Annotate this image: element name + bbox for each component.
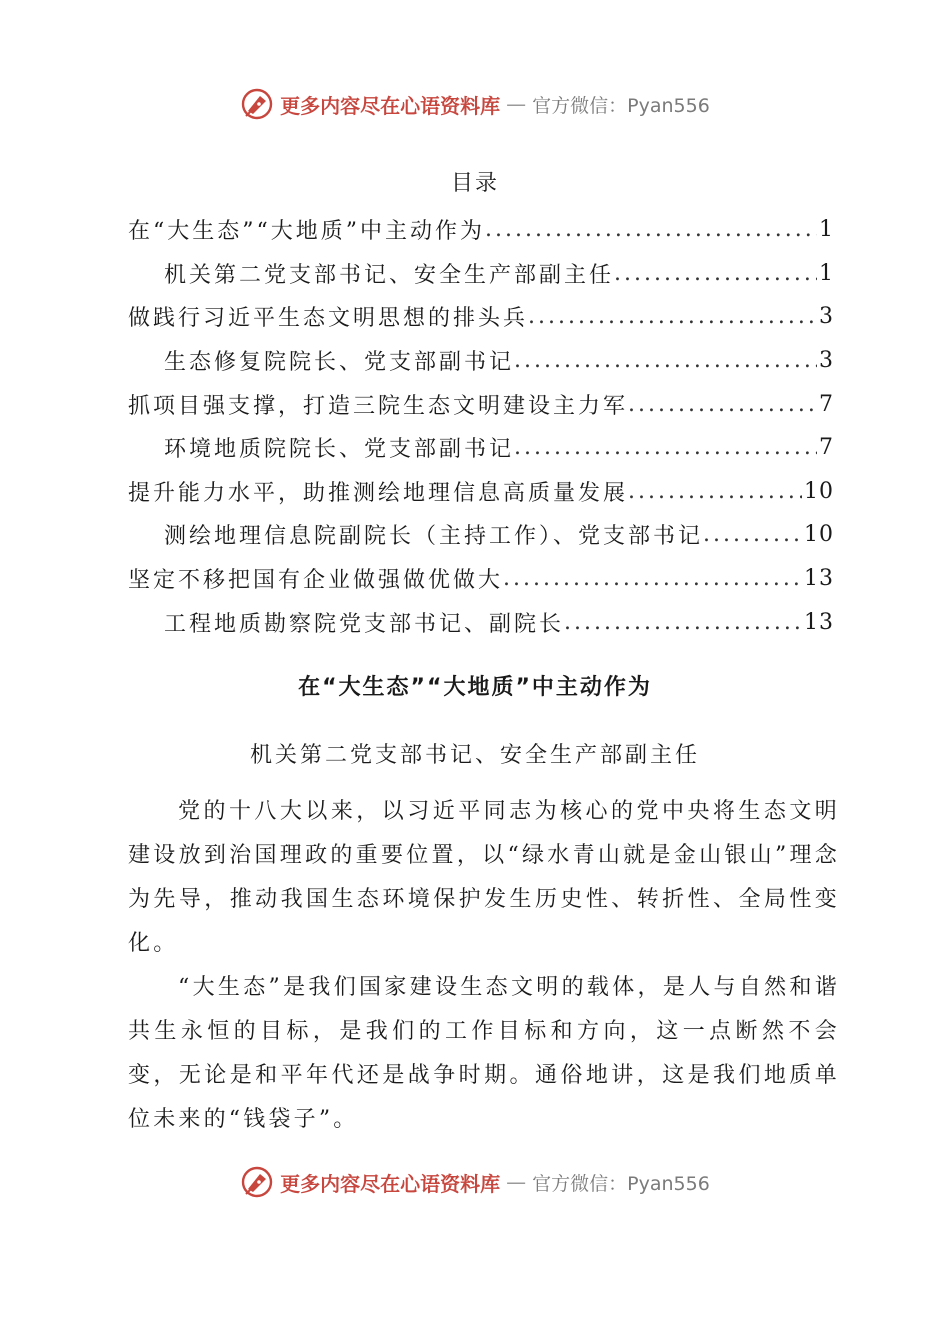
toc-leader-dots bbox=[514, 348, 817, 373]
toc-leader-dots bbox=[614, 261, 817, 286]
toc-entry[interactable] bbox=[128, 382, 834, 426]
toc-leader-dots bbox=[503, 566, 802, 591]
article-body bbox=[128, 790, 840, 1142]
toc-entry-text: 提升能力水平，助推测绘地理信息高质量发展 bbox=[128, 480, 629, 506]
toc-leader-dots bbox=[703, 522, 802, 547]
toc-entry[interactable] bbox=[128, 470, 834, 514]
header-banner bbox=[0, 84, 950, 124]
toc-entry-page: 1 bbox=[819, 260, 834, 286]
banner-wechat: 官方微信：Pyan556 bbox=[532, 1172, 710, 1195]
banner-text: 更多内容尽在心语资料库 bbox=[280, 93, 501, 118]
toc-entry[interactable] bbox=[128, 339, 834, 383]
toc-leader-dots bbox=[628, 479, 802, 504]
toc-leader-dots bbox=[628, 392, 817, 417]
toc-entry-text: 工程地质勘察院党支部书记、副院长 bbox=[164, 611, 565, 637]
toc-leader-dots bbox=[528, 304, 817, 329]
article-title: 在“大生态”“大地质”中主动作为 bbox=[298, 675, 652, 700]
banner-text: 更多内容尽在心语资料库 bbox=[280, 1171, 501, 1196]
toc-entry[interactable] bbox=[128, 295, 834, 339]
pen-nib-logo-icon bbox=[240, 87, 274, 121]
toc-entry-text: 测绘地理信息院副院长（主持工作）、党支部书记 bbox=[164, 524, 704, 550]
toc-entry-page: 3 bbox=[819, 348, 834, 374]
toc-entry-page: 3 bbox=[819, 304, 834, 330]
footer-banner bbox=[0, 1162, 950, 1202]
toc-entry-text: 机关第二党支部书记、安全生产部副主任 bbox=[164, 262, 615, 288]
toc-entry-page: 7 bbox=[819, 391, 834, 417]
toc-entry-text: 做践行习近平生态文明思想的排头兵 bbox=[128, 306, 529, 332]
toc-entry[interactable] bbox=[128, 513, 834, 557]
body-paragraph: 党的十八大以来，以习近平同志为核心的党中央将生态文明建设放到治国理政的重要位置，以“绿水青山就是金山银山”理念为先导，推动我国生态环境保护发生历史性、转折性、全局性变化。 bbox=[128, 799, 840, 956]
banner-separator: — bbox=[506, 1170, 527, 1194]
banner-separator: — bbox=[506, 92, 527, 116]
toc-entry-page: 13 bbox=[804, 609, 834, 635]
toc-entry[interactable] bbox=[128, 600, 834, 644]
article-author: 机关第二党支部书记、安全生产部副主任 bbox=[249, 743, 700, 768]
toc-entry-text: 环境地质院院长、党支部副书记 bbox=[164, 437, 515, 463]
pen-nib-logo-icon bbox=[240, 1165, 274, 1199]
toc-entry-page: 1 bbox=[819, 217, 834, 243]
body-paragraph: “大生态”是我们国家建设生态文明的载体，是人与自然和谐共生永恒的目标，是我们的工作目标和方向，这一点断然不会变，无论是和平年代还是战争时期。通俗地讲，这是我们地质单位未来的“钱袋子”。 bbox=[128, 975, 840, 1132]
toc-entry[interactable] bbox=[128, 557, 834, 601]
table-of-contents bbox=[128, 208, 834, 644]
toc-entry-text: 抓项目强支撑，打造三院生态文明建设主力军 bbox=[128, 393, 629, 419]
toc-leader-dots bbox=[514, 435, 817, 460]
toc-entry-text: 生态修复院院长、党支部副书记 bbox=[164, 350, 515, 376]
banner-wechat: 官方微信：Pyan556 bbox=[532, 94, 710, 117]
toc-leader-dots bbox=[485, 217, 817, 242]
toc-entry[interactable] bbox=[128, 208, 834, 252]
toc-entry[interactable] bbox=[128, 426, 834, 470]
toc-leader-dots bbox=[564, 610, 802, 635]
toc-title: 目录 bbox=[450, 171, 499, 196]
toc-entry[interactable] bbox=[128, 252, 834, 296]
toc-entry-page: 13 bbox=[804, 566, 834, 592]
toc-entry-text: 坚定不移把国有企业做强做优做大 bbox=[128, 568, 504, 594]
toc-entry-text: 在“大生态”“大地质”中主动作为 bbox=[128, 219, 485, 245]
toc-entry-page: 10 bbox=[804, 478, 834, 504]
toc-entry-page: 7 bbox=[819, 435, 834, 461]
toc-entry-page: 10 bbox=[804, 522, 834, 548]
